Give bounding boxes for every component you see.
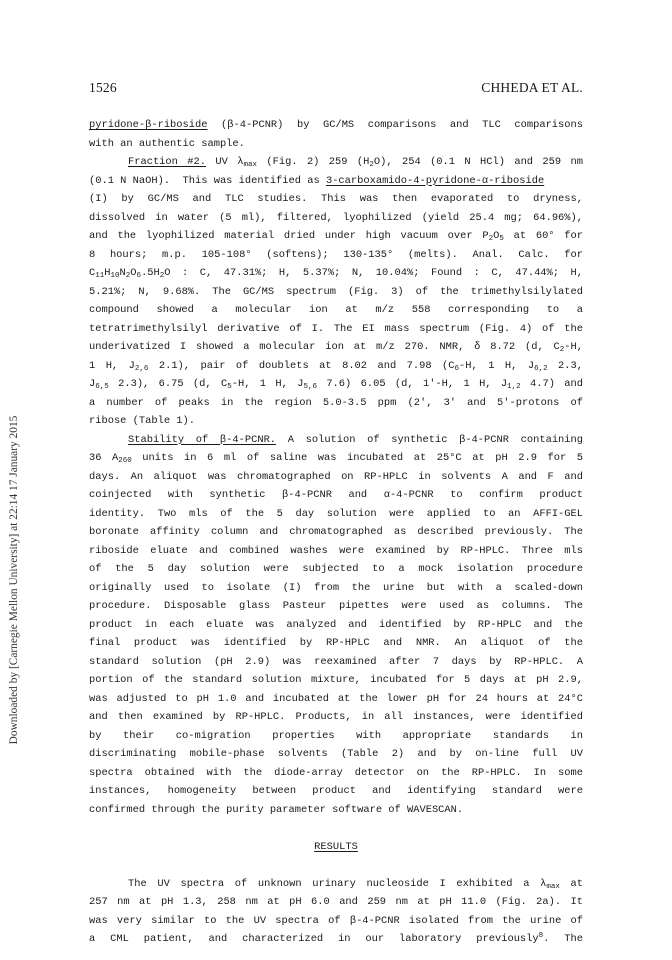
text-line: ribose (Table 1).: [89, 415, 196, 427]
results-heading: RESULTS: [314, 840, 358, 853]
text-line: standard solution (pH 2.9) was reexamined after 7 days by RP-HPLC. A: [89, 655, 583, 668]
text-line: dissolved in water (5 ml), filtered, lyophilized (yield 25.4 mg; 64.96%),: [89, 211, 583, 224]
text-line: tetratrimethylsilyl derivative of I. The EI mass spectrum (Fig. 4) of the: [89, 322, 583, 335]
compound-name-underlined: 3-carboxamido-4-pyridone-α-riboside: [325, 174, 545, 187]
text-line: days. An aliquot was chromatographed on RP-HPLC in solvents A and F and: [89, 470, 583, 483]
text-line: 257 nm at pH 1.3, 258 nm at pH 6.0 and 259 nm at pH 11.0 (Fig. 2a). It: [89, 896, 583, 908]
stability-heading: Stability of β-4-PCNR.: [128, 433, 277, 446]
text-line: was very similar to the UV spectra of β-4-PCNR isolated from the urine of: [89, 914, 583, 927]
text-line: of the 5 day solution were subjected to a mock isolation procedure: [89, 563, 583, 575]
compound-name-underlined: pyridone-β-riboside: [89, 119, 208, 131]
fraction-2-heading: Fraction #2.: [128, 156, 206, 168]
text-line: originally used to isolate (I) from the urine but with a scaled-down: [89, 581, 583, 594]
text-line: a CML patient, and characterized in our laboratory previously$^8$. The: [89, 932, 583, 945]
text-line: and the lyophilized material dried under high vacuum over $P_2O_5$ at 60° for: [89, 230, 584, 243]
text-line: by their co-migration properties with appropriate standards in: [89, 729, 583, 742]
text-line: identity. Two mls of the 5 day solution were applied to an AFFI-GEL: [89, 507, 583, 520]
text-line: $C_{11}H_{10}N_2O_6.5H_2O$ : C, 47.31%; H, 5.37%; N, 10.04%; Found : C, 47.44%; H,: [89, 267, 583, 280]
text-line: underivatized I showed a molecular ion at m/z 270. NMR, δ 8.72 (d, $C_2-H$,: [89, 341, 583, 354]
text-line: was adjusted to pH 1.0 and incubated at the lower pH for 24 hours at 24°C: [89, 692, 583, 705]
text-line: 8 hours; m.p. 105-108° (softens); 130-135° (melts). Anal. Calc. for: [89, 248, 583, 261]
text-line: Fraction #2. UV $\lambda_{max}$ (Fig. 2) 259 $(H_2O)$, 254 (0.1 N HCl) and 259 nm: [128, 156, 583, 169]
article-body: [89, 116, 583, 949]
reference-8: 8: [538, 932, 544, 940]
text-line: compound showed a molecular ion at m/z 558 corresponding to a: [89, 304, 583, 316]
text-line: (0.1 N NaOH). This was identified as 3-carboxamido-4-pyridone-α-riboside: [89, 174, 545, 187]
text-line: final product was identified by RP-HPLC and NMR. An aliquot of the: [89, 637, 583, 649]
download-note: Downloaded by [Carnegie Mellon University] at 22:14 17 January 2015: [8, 415, 20, 745]
text-line: pyridone-β-riboside (β-4-PCNR) by GC/MS comparisons and TLC comparisons: [89, 119, 583, 131]
text-line: and then examined by RP-HPLC. Products, in all instances, were identified: [89, 711, 583, 723]
text-line: procedure. Disposable glass Pasteur pipettes were used as columns. The: [89, 600, 583, 612]
text-line: 5.21%; N, 9.68%. The GC/MS spectrum (Fig. 3) of the trimethylsilylated: [89, 285, 583, 298]
text-line: spectra obtained with the diode-array detector on the RP-HPLC. In some: [89, 766, 583, 779]
text-line: a number of peaks in the region 5.0-3.5 ppm (2', 3' and 5'-protons of: [89, 396, 583, 409]
page-number: 1526: [89, 80, 117, 95]
text-line: 1 H, $J_{2,6}$ 2.1), pair of doublets at 8.02 and 7.98 ($C_6-H$, 1 H, $J_{6,2}$ 2.3,: [89, 359, 583, 373]
text-line: 36 $A_{260}$ units in 6 ml of saline was incubated at 25°C at pH 2.9 for 5: [89, 452, 583, 465]
text-line: The UV spectra of unknown urinary nucleoside I exhibited a $\lambda_{max}$ at: [128, 877, 583, 891]
text-line: $J_{6,5}$ 2.3), 6.75 (d, $C_5-H$, 1 H, $J_{5,6}$ 7.6) 6.05 (d, 1'-H, 1 H, $J_{1,2}$ 4.7) and: [89, 378, 583, 391]
running-head: CHHEDA ET AL.: [481, 80, 583, 95]
text-line: riboside eluate and combined washes were examined by RP-HPLC. Three mls: [89, 544, 583, 557]
text-line: portion of the standard solution mixture, incubated for 5 days at pH 2.9,: [89, 674, 583, 686]
text-line: instances, homogeneity between product and identifying standard were: [89, 785, 583, 797]
download-watermark: [6, 270, 22, 890]
text-line: coinjected with synthetic β-4-PCNR and α-4-PCNR to confirm product: [89, 489, 583, 501]
text-line: Stability of β-4-PCNR. A solution of synthetic β-4-PCNR containing: [128, 433, 583, 446]
text-line: discriminating mobile-phase solvents (Table 2) and by on-line full UV: [89, 748, 583, 760]
text-line: confirmed through the purity parameter software of WAVESCAN.: [89, 803, 464, 816]
page-header: [89, 80, 583, 98]
text-line: boronate affinity column and chromatographed as described previously. The: [89, 526, 583, 538]
text-line: product in each eluate was analyzed and identified by RP-HPLC and the: [89, 618, 583, 631]
text-line: with an authentic sample.: [89, 137, 245, 150]
text-line: (I) by GC/MS and TLC studies. This was then evaporated to dryness,: [89, 193, 583, 205]
